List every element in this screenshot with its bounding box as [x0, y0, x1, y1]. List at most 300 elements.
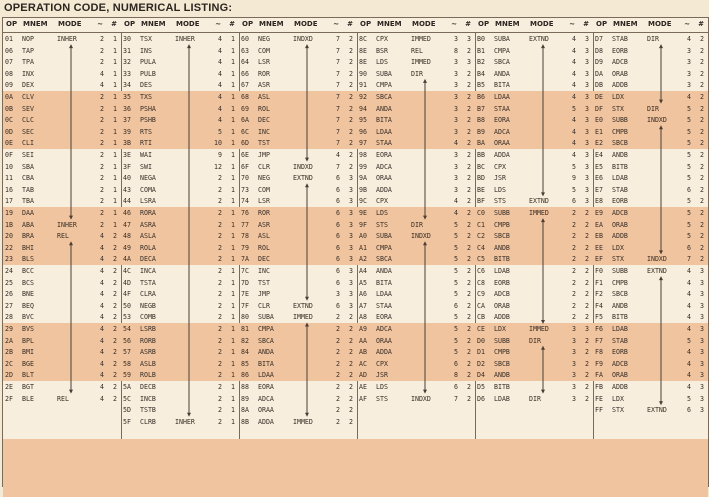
- cell-mnemonic: LDS: [376, 209, 388, 217]
- cell-cycles: 3: [572, 383, 576, 391]
- cell-mnemonic: ASLB: [140, 359, 156, 368]
- cell-mnemonic: BLT: [22, 371, 34, 380]
- cell-bytes: 2: [700, 116, 704, 125]
- table-column: [357, 18, 476, 486]
- cell-mnemonic: SUBA: [376, 69, 392, 78]
- cell-mnemonic: BITB: [494, 255, 510, 264]
- table-row: [121, 358, 239, 370]
- cell-bytes: 2: [467, 46, 471, 55]
- cell-opcode: AF: [359, 394, 367, 403]
- cell-mnemonic: PSHA: [140, 104, 156, 113]
- cell-bytes: 1: [113, 116, 117, 125]
- cell-cycles: 4: [454, 209, 458, 217]
- cell-opcode: FB: [595, 383, 603, 391]
- cell-opcode: C8: [477, 278, 485, 287]
- cell-opcode: DB: [595, 81, 603, 90]
- cell-mnemonic: WAI: [140, 151, 152, 159]
- cell-mnemonic: JMP: [258, 151, 270, 159]
- cell-opcode: E5: [595, 162, 603, 171]
- cell-bytes: 2: [113, 383, 117, 391]
- cell-cycles: 4: [218, 69, 222, 78]
- cell-opcode: DA: [595, 69, 603, 78]
- cell-mnemonic: ORAA: [258, 406, 274, 415]
- cell-bytes: 2: [700, 46, 704, 55]
- cell-mnemonic: SBCB: [494, 232, 510, 241]
- cell-opcode: E9: [595, 209, 603, 217]
- cell-cycles: 5: [454, 255, 458, 264]
- cell-opcode: 40: [123, 174, 131, 183]
- table-row: [121, 79, 239, 91]
- cell-opcode: 0D: [5, 127, 13, 136]
- table-row: [3, 311, 121, 323]
- cell-mnemonic: NEG: [258, 35, 270, 43]
- cell-cycles: 2: [218, 371, 222, 380]
- cell-mnemonic: RTS: [140, 127, 152, 136]
- table-row: [593, 230, 708, 242]
- cell-mnemonic: STS: [376, 394, 388, 403]
- cell-cycles: 8: [454, 46, 458, 55]
- cell-opcode: AB: [359, 348, 367, 357]
- cell-mnemonic: CLRA: [140, 290, 156, 299]
- cell-opcode: 79: [241, 243, 249, 252]
- cell-bytes: 1: [231, 162, 235, 171]
- cell-bytes: 2: [700, 151, 704, 159]
- header-op: OP: [242, 20, 254, 28]
- cell-bytes: 3: [700, 278, 704, 287]
- table-row: [593, 172, 708, 184]
- cell-opcode: 36: [123, 104, 131, 113]
- cell-opcode: FA: [595, 371, 603, 380]
- cell-cycles: 4: [100, 325, 104, 333]
- cell-bytes: 1: [231, 58, 235, 67]
- cell-mnemonic: LDAA: [376, 127, 392, 136]
- table-row: [593, 126, 708, 138]
- cell-mnemonic: BVS: [22, 325, 34, 333]
- header-cycles: ~: [569, 20, 575, 28]
- cell-cycles: 4: [336, 151, 340, 159]
- cell-cycles: 2: [218, 209, 222, 217]
- cell-mnemonic: BITA: [494, 81, 510, 90]
- cell-mnemonic: BITB: [612, 313, 628, 322]
- cell-opcode: 95: [359, 116, 367, 125]
- cell-mnemonic: ADCB: [612, 58, 628, 67]
- table-column: [121, 18, 240, 486]
- table-row: [593, 195, 708, 207]
- table-row: [3, 33, 121, 45]
- cell-mnemonic: CMPB: [612, 278, 628, 287]
- cell-bytes: 2: [585, 394, 589, 403]
- table-row: [357, 56, 475, 68]
- cell-mnemonic: INX: [22, 69, 34, 78]
- cell-mnemonic: BCS: [22, 278, 34, 287]
- cell-bytes: 2: [585, 209, 589, 217]
- table-row: [3, 265, 121, 277]
- cell-opcode: B1: [477, 46, 485, 55]
- cell-bytes: 1: [231, 313, 235, 322]
- cell-mnemonic: BMI: [22, 348, 34, 357]
- cell-bytes: 1: [231, 93, 235, 101]
- table-row: [475, 56, 593, 68]
- cell-opcode: 26: [5, 290, 13, 299]
- cell-opcode: 1B: [5, 220, 13, 229]
- table-row: [121, 161, 239, 173]
- table-row: [121, 114, 239, 126]
- header-mode: MODE: [294, 20, 318, 28]
- cell-mnemonic: ADDA: [258, 417, 274, 426]
- cell-cycles: 6: [336, 209, 340, 217]
- cell-cycles: 2: [572, 243, 576, 252]
- cell-cycles: 4: [100, 394, 104, 403]
- table-row: [593, 56, 708, 68]
- cell-mode: IMMED: [529, 209, 549, 217]
- cell-mnemonic: NEGB: [140, 301, 156, 310]
- cell-bytes: 1: [231, 35, 235, 43]
- cell-cycles: 2: [218, 197, 222, 206]
- cell-opcode: 53: [123, 313, 131, 322]
- cell-opcode: 3E: [123, 151, 131, 159]
- cell-bytes: 3: [700, 371, 704, 380]
- cell-bytes: 3: [349, 232, 353, 241]
- table-row: [357, 230, 475, 242]
- table-row: [475, 137, 593, 149]
- cell-opcode: 48: [123, 232, 131, 241]
- cell-mnemonic: DECA: [140, 255, 156, 264]
- cell-opcode: B8: [477, 116, 485, 125]
- cell-cycles: 12: [214, 162, 222, 171]
- cell-cycles: 5: [687, 139, 691, 148]
- cell-cycles: 3: [454, 151, 458, 159]
- table-row: [475, 126, 593, 138]
- table-row: [475, 265, 593, 277]
- cell-mnemonic: DECB: [140, 383, 156, 391]
- cell-cycles: 6: [336, 174, 340, 183]
- cell-mnemonic: RTI: [140, 139, 152, 148]
- cell-mnemonic: JMP: [258, 290, 270, 299]
- table-row: [3, 79, 121, 91]
- cell-bytes: 2: [467, 232, 471, 241]
- table-row: [121, 393, 239, 405]
- table-row: [593, 161, 708, 173]
- cell-opcode: 9A: [359, 174, 367, 183]
- cell-mnemonic: COM: [258, 46, 270, 55]
- table-row: [3, 346, 121, 358]
- cell-opcode: 07: [5, 58, 13, 67]
- cell-mnemonic: ASLA: [140, 232, 156, 241]
- cell-bytes: 2: [349, 35, 353, 43]
- cell-cycles: 4: [687, 267, 691, 275]
- cell-cycles: 2: [572, 209, 576, 217]
- cell-cycles: 3: [572, 394, 576, 403]
- cell-mnemonic: ASR: [258, 220, 270, 229]
- cell-bytes: 2: [113, 359, 117, 368]
- table-row: [357, 137, 475, 149]
- cell-bytes: 1: [231, 116, 235, 125]
- cell-mnemonic: EORB: [612, 46, 628, 55]
- cell-cycles: 2: [336, 313, 340, 322]
- cell-bytes: 1: [113, 209, 117, 217]
- cell-bytes: 1: [113, 127, 117, 136]
- cell-opcode: A1: [359, 243, 367, 252]
- table-row: [239, 184, 357, 196]
- cell-mnemonic: COMA: [140, 185, 156, 194]
- cell-opcode: F8: [595, 348, 603, 357]
- cell-opcode: 8B: [241, 417, 249, 426]
- table-row: [3, 300, 121, 312]
- cell-mnemonic: LSRA: [140, 197, 156, 206]
- cell-cycles: 5: [454, 348, 458, 357]
- table-row: [475, 91, 593, 103]
- cell-bytes: 3: [585, 35, 589, 43]
- table-row: [357, 335, 475, 347]
- cell-mode: INHER: [175, 417, 195, 426]
- cell-mnemonic: BLS: [22, 255, 34, 264]
- cell-cycles: 4: [100, 243, 104, 252]
- cell-opcode: 50: [123, 301, 131, 310]
- cell-bytes: 3: [585, 93, 589, 101]
- header-cycles: ~: [333, 20, 339, 28]
- table-row: [121, 219, 239, 231]
- table-row: [357, 358, 475, 370]
- cell-bytes: 2: [349, 127, 353, 136]
- cell-opcode: 7A: [241, 255, 249, 264]
- cell-cycles: 2: [100, 93, 104, 101]
- table-row: [593, 68, 708, 80]
- cell-bytes: 2: [349, 325, 353, 333]
- cell-opcode: EA: [595, 220, 603, 229]
- row-band: [593, 439, 708, 497]
- cell-bytes: 2: [700, 35, 704, 43]
- cell-cycles: 2: [336, 406, 340, 415]
- cell-opcode: C0: [477, 209, 485, 217]
- cell-cycles: 4: [572, 69, 576, 78]
- cell-cycles: 2: [336, 371, 340, 380]
- cell-bytes: 3: [700, 394, 704, 403]
- cell-mnemonic: STX: [612, 104, 624, 113]
- cell-mnemonic: CMPA: [376, 81, 392, 90]
- cell-opcode: D2: [477, 359, 485, 368]
- table-row: [475, 277, 593, 289]
- cell-cycles: 3: [454, 104, 458, 113]
- cell-bytes: 1: [231, 104, 235, 113]
- cell-bytes: 2: [585, 267, 589, 275]
- cell-bytes: 1: [231, 255, 235, 264]
- cell-mnemonic: EORA: [376, 151, 392, 159]
- cell-opcode: A7: [359, 301, 367, 310]
- cell-bytes: 1: [113, 81, 117, 90]
- cell-opcode: 6C: [241, 127, 249, 136]
- cell-bytes: 1: [113, 69, 117, 78]
- table-row: [121, 300, 239, 312]
- cell-bytes: 2: [585, 336, 589, 345]
- cell-mnemonic: ORAA: [494, 139, 510, 148]
- header-bytes: #: [347, 20, 353, 28]
- cell-mnemonic: ANDB: [494, 243, 510, 252]
- cell-opcode: 44: [123, 197, 131, 206]
- cell-mnemonic: SBCB: [612, 139, 628, 148]
- cell-mnemonic: DAA: [22, 209, 34, 217]
- cell-bytes: 2: [467, 313, 471, 322]
- cell-mnemonic: ANDA: [494, 69, 510, 78]
- table-row: [3, 114, 121, 126]
- cell-bytes: 2: [467, 220, 471, 229]
- cell-opcode: 90: [359, 69, 367, 78]
- cell-cycles: 4: [100, 255, 104, 264]
- cell-mnemonic: TXS: [140, 93, 152, 101]
- cell-mnemonic: DEC: [258, 255, 270, 264]
- table-row: [593, 114, 708, 126]
- table-row: [121, 137, 239, 149]
- cell-opcode: 59: [123, 371, 131, 380]
- cell-mnemonic: SUBA: [494, 35, 510, 43]
- cell-mnemonic: SBCA: [376, 93, 392, 101]
- cell-mnemonic: CLV: [22, 93, 34, 101]
- cell-cycles: 7: [336, 139, 340, 148]
- cell-mode: INHER: [175, 35, 195, 43]
- cell-mode: INDXD: [647, 255, 667, 264]
- cell-opcode: 0F: [5, 151, 13, 159]
- header-op: OP: [360, 20, 372, 28]
- cell-opcode: CB: [477, 313, 485, 322]
- cell-opcode: AD: [359, 371, 367, 380]
- cell-cycles: 3: [454, 116, 458, 125]
- cell-mnemonic: BITB: [612, 162, 628, 171]
- cell-bytes: 2: [467, 93, 471, 101]
- cell-cycles: 7: [336, 81, 340, 90]
- cell-bytes: 1: [231, 348, 235, 357]
- cell-bytes: 1: [231, 267, 235, 275]
- cell-bytes: 1: [231, 197, 235, 206]
- cell-mnemonic: LSRB: [140, 325, 156, 333]
- cell-cycles: 4: [218, 81, 222, 90]
- cell-mnemonic: SBCA: [376, 255, 392, 264]
- table-row: [239, 277, 357, 289]
- cell-mode: INDXD: [293, 35, 313, 43]
- table-row: [593, 265, 708, 277]
- cell-opcode: 08: [5, 69, 13, 78]
- cell-mnemonic: TSX: [140, 35, 152, 43]
- cell-cycles: 5: [454, 290, 458, 299]
- cell-bytes: 2: [349, 417, 353, 426]
- cell-opcode: C2: [477, 232, 485, 241]
- cell-cycles: 5: [454, 232, 458, 241]
- cell-bytes: 2: [349, 46, 353, 55]
- cell-bytes: 2: [467, 278, 471, 287]
- table-row: [593, 323, 708, 335]
- cell-cycles: 6: [336, 267, 340, 275]
- cell-cycles: 4: [687, 278, 691, 287]
- table-row: [239, 114, 357, 126]
- cell-bytes: 2: [349, 162, 353, 171]
- table-row: [475, 103, 593, 115]
- cell-cycles: 4: [572, 81, 576, 90]
- table-row: [593, 79, 708, 91]
- cell-bytes: 2: [467, 348, 471, 357]
- cell-bytes: 2: [700, 162, 704, 171]
- cell-opcode: AE: [359, 383, 367, 391]
- cell-mnemonic: ORAA: [376, 336, 392, 345]
- cell-cycles: 5: [572, 185, 576, 194]
- cell-opcode: A5: [359, 278, 367, 287]
- cell-cycles: 2: [218, 267, 222, 275]
- cell-mnemonic: STAA: [376, 301, 392, 310]
- cell-mnemonic: BITA: [376, 116, 392, 125]
- table-row: [357, 346, 475, 358]
- cell-bytes: 2: [467, 383, 471, 391]
- table-row: [239, 79, 357, 91]
- cell-bytes: 2: [467, 185, 471, 194]
- table-row: [357, 323, 475, 335]
- cell-opcode: F7: [595, 336, 603, 345]
- cell-mnemonic: BLE: [22, 394, 34, 403]
- cell-bytes: 2: [700, 81, 704, 90]
- table-row: [593, 393, 708, 405]
- cell-bytes: 1: [231, 359, 235, 368]
- cell-mnemonic: ORAB: [612, 69, 628, 78]
- cell-opcode: 4D: [123, 278, 131, 287]
- cell-mnemonic: ADDA: [376, 348, 392, 357]
- cell-mnemonic: PSHB: [140, 116, 156, 125]
- cell-bytes: 1: [113, 46, 117, 55]
- cell-cycles: 2: [218, 394, 222, 403]
- table-row: [239, 103, 357, 115]
- cell-mode: INHER: [57, 220, 77, 229]
- table-row: [121, 242, 239, 254]
- column-header: [475, 18, 593, 33]
- cell-opcode: 6E: [241, 151, 249, 159]
- cell-opcode: 98: [359, 151, 367, 159]
- cell-mnemonic: EORA: [494, 116, 510, 125]
- cell-mnemonic: ANDB: [612, 151, 628, 159]
- table-row: [239, 161, 357, 173]
- cell-mnemonic: CMPA: [258, 325, 274, 333]
- cell-mnemonic: LSR: [258, 58, 270, 67]
- cell-mnemonic: LDAB: [612, 174, 628, 183]
- table-row: [475, 79, 593, 91]
- table-row: [475, 369, 593, 381]
- cell-bytes: 2: [700, 185, 704, 194]
- cell-cycles: 4: [100, 359, 104, 368]
- cell-mnemonic: CPX: [376, 197, 388, 206]
- cell-bytes: 3: [349, 185, 353, 194]
- column-header: [3, 18, 121, 33]
- cell-cycles: 2: [218, 278, 222, 287]
- cell-opcode: 23: [5, 255, 13, 264]
- cell-bytes: 1: [231, 220, 235, 229]
- table-row: [593, 358, 708, 370]
- cell-opcode: EB: [595, 232, 603, 241]
- cell-opcode: 3F: [123, 162, 131, 171]
- cell-opcode: F0: [595, 267, 603, 275]
- table-row: [239, 404, 357, 416]
- cell-cycles: 4: [572, 58, 576, 67]
- table-row: [357, 126, 475, 138]
- cell-cycles: 4: [687, 383, 691, 391]
- cell-cycles: 4: [687, 325, 691, 333]
- cell-cycles: 5: [454, 243, 458, 252]
- cell-mode: INDXD: [293, 162, 313, 171]
- table-row: [3, 91, 121, 103]
- cell-cycles: 2: [336, 417, 340, 426]
- table-row: [357, 265, 475, 277]
- cell-mnemonic: TAP: [22, 46, 34, 55]
- cell-cycles: 5: [687, 116, 691, 125]
- cell-bytes: 2: [467, 255, 471, 264]
- header-op: OP: [124, 20, 136, 28]
- cell-mnemonic: STS: [376, 220, 388, 229]
- table-row: [239, 369, 357, 381]
- cell-opcode: 16: [5, 185, 13, 194]
- cell-cycles: 4: [100, 336, 104, 345]
